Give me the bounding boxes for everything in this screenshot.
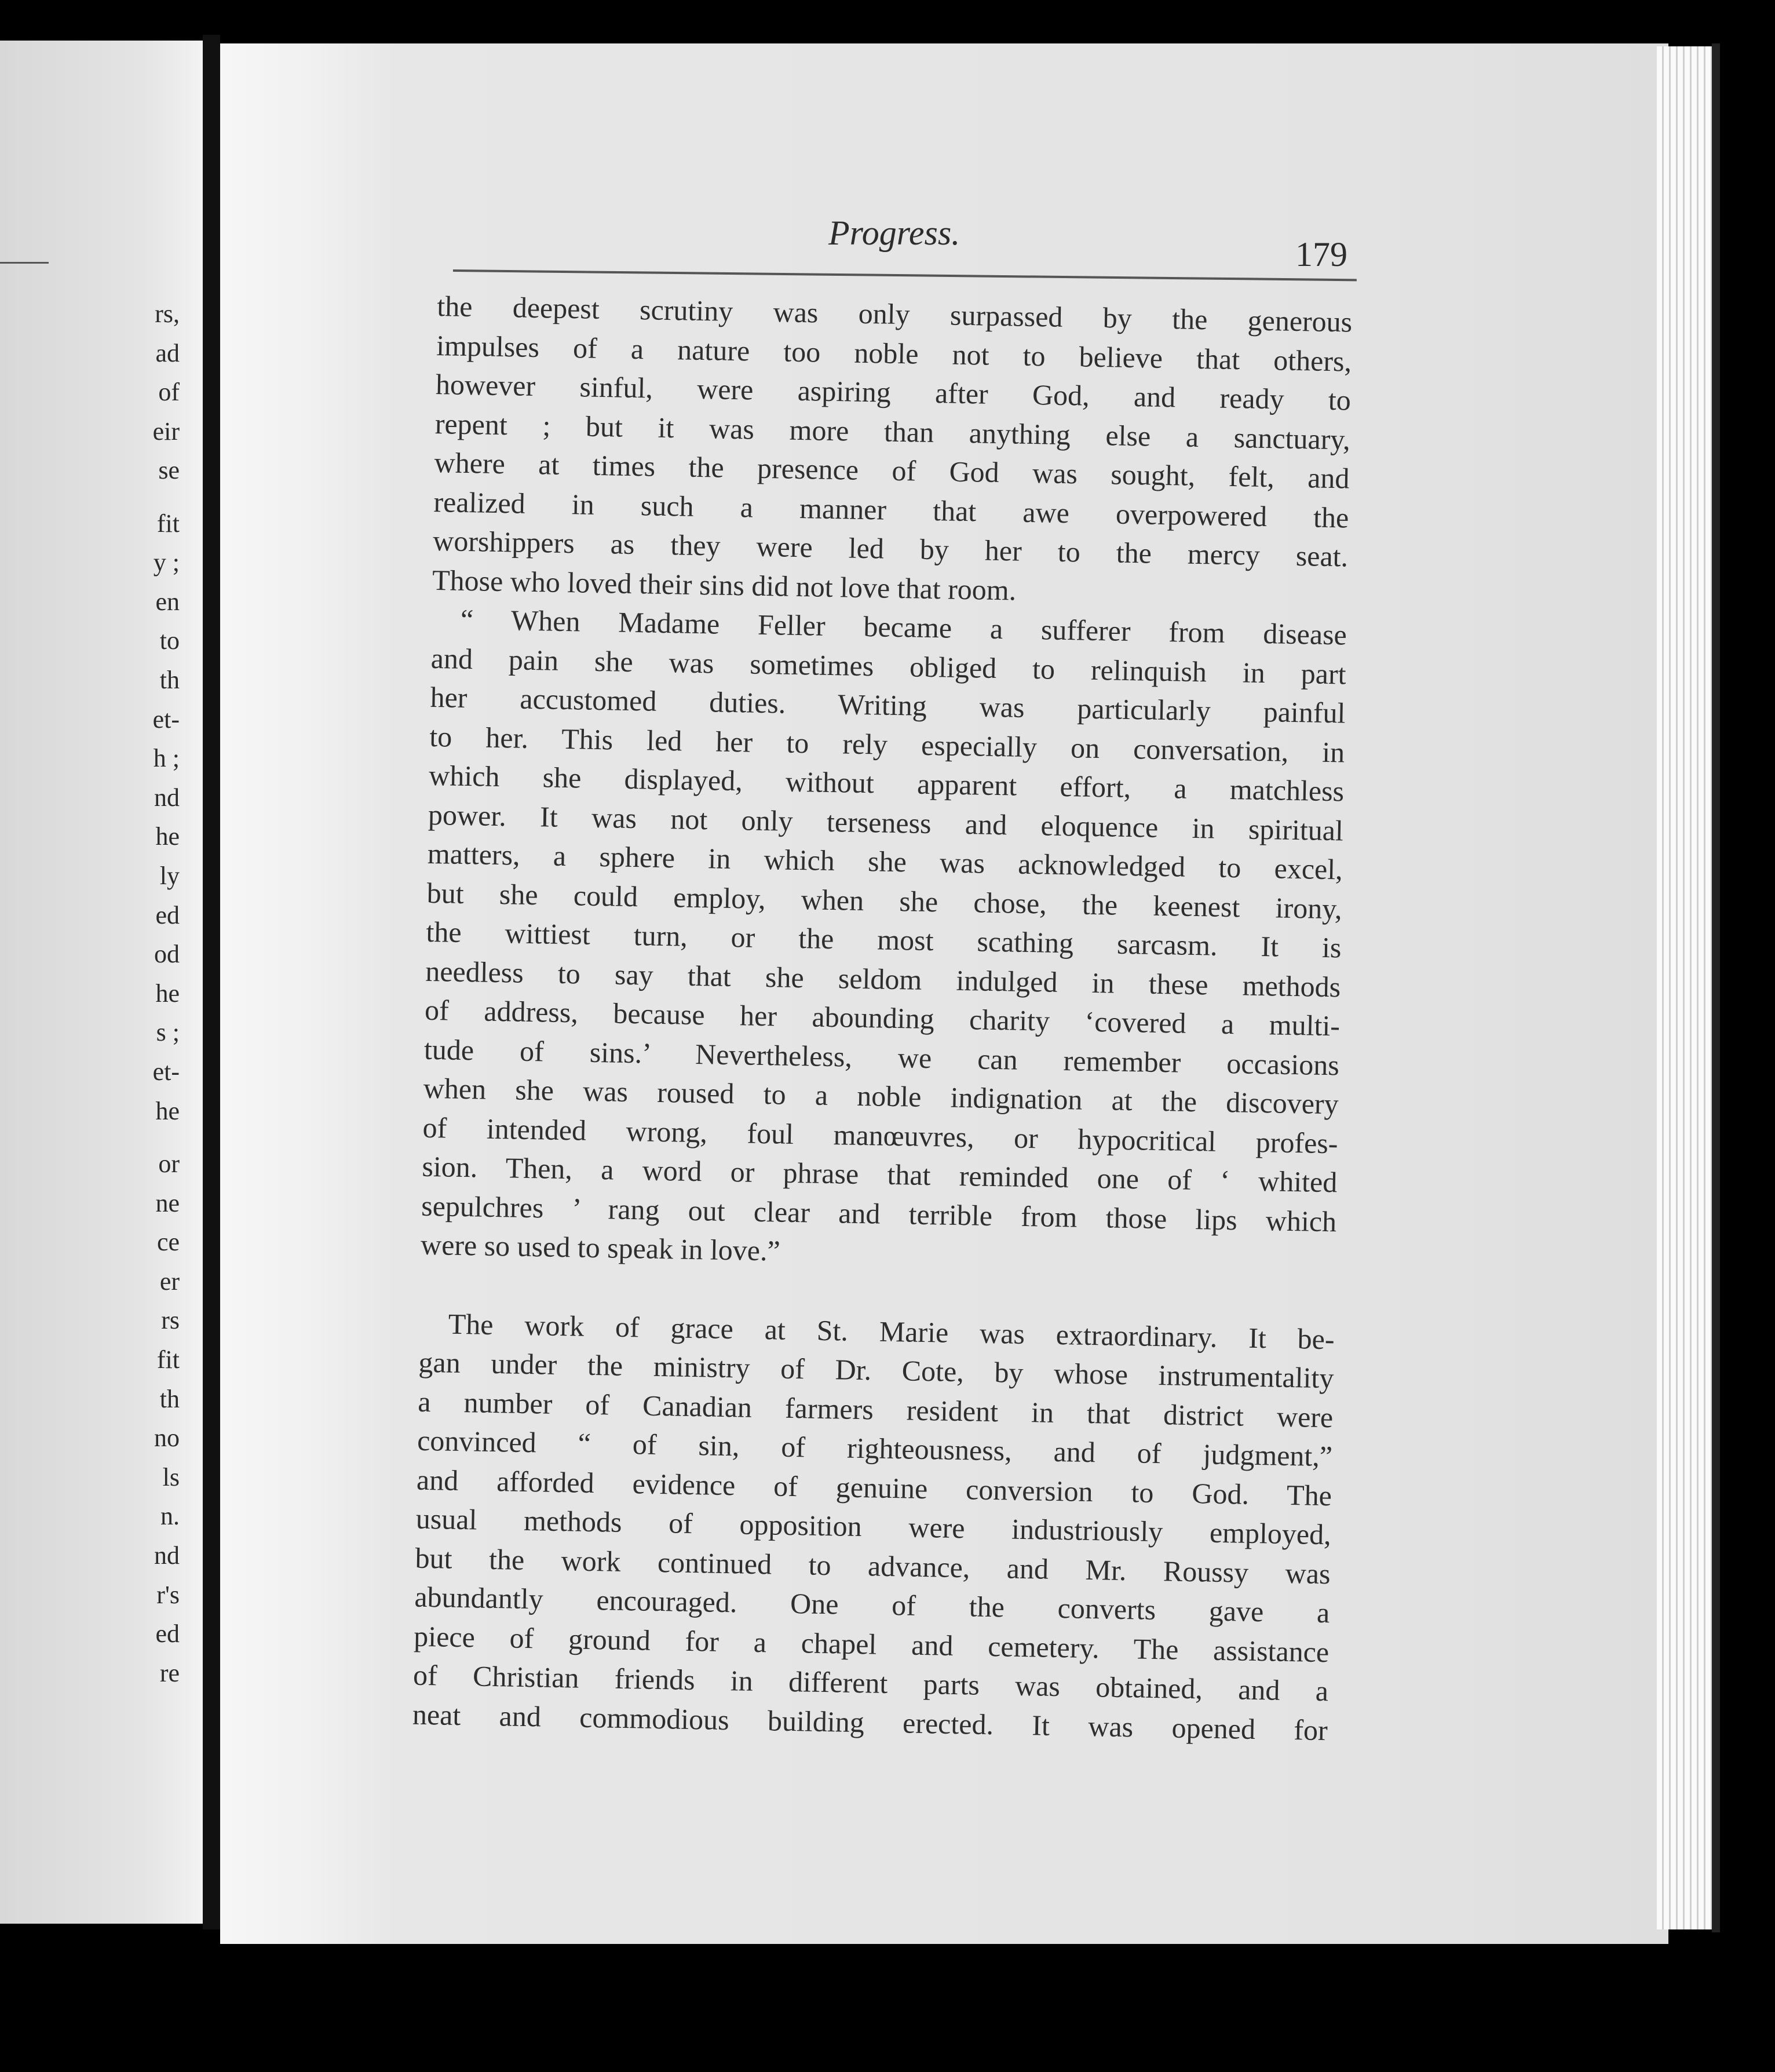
previous-page-fragment: ly bbox=[159, 862, 180, 891]
previous-page-fragment: he bbox=[155, 1096, 180, 1125]
previous-page-fragment: ad bbox=[155, 338, 180, 367]
body-text bbox=[412, 287, 1352, 1750]
previous-page-fragment: fit bbox=[156, 509, 180, 538]
text-line: however sinful, were aspiring after God, and ready to bbox=[435, 367, 1352, 417]
previous-page-fragment: rs, bbox=[155, 300, 180, 328]
text-line: abundantly encouraged. One of the converts gave a bbox=[414, 1580, 1330, 1629]
text-line: tude of sins.’ Nevertheless, we can remember occasions bbox=[423, 1033, 1340, 1081]
text-line: gan under the ministry of Dr. Cote, by whose instrumentality bbox=[418, 1345, 1334, 1395]
paragraph-1 bbox=[432, 287, 1353, 615]
previous-page-edge bbox=[0, 41, 203, 1924]
text-line: a number of Canadian farmers resident in that district were bbox=[417, 1385, 1334, 1433]
book-gutter bbox=[203, 35, 220, 1929]
text-line: realized in such a manner that awe overpowered the bbox=[433, 485, 1349, 534]
previous-page-fragment: od bbox=[154, 940, 180, 969]
text-line: of intended wrong, foul manœuvres, or hypocritical profes- bbox=[422, 1111, 1338, 1159]
text-line: Those who loved their sins did not love that room. bbox=[432, 563, 1017, 607]
previous-page-fragment: ce bbox=[156, 1228, 180, 1257]
previous-page-fragment: nd bbox=[154, 783, 180, 812]
text-line: the deepest scrutiny was only surpassed by the generous bbox=[436, 289, 1353, 338]
previous-page-fragment: y ; bbox=[153, 548, 180, 577]
previous-page-fragment: he bbox=[155, 979, 180, 1008]
previous-page-fragment: se bbox=[158, 456, 180, 485]
text-line: where at times the presence of God was sought, felt, and bbox=[434, 446, 1350, 495]
text-line: but the work continued to advance, and Mr. Roussy was bbox=[415, 1541, 1331, 1590]
text-line: of address, because her abounding charity ‘covered a multi- bbox=[424, 993, 1341, 1042]
text-line: The work of grace at St. Marie was extraordinary. It be- bbox=[448, 1307, 1335, 1355]
text-line: her accustomed duties. Writing was particularly painful bbox=[430, 680, 1346, 729]
previous-page-fragment: en bbox=[155, 587, 180, 616]
text-line: of Christian friends in different parts was obtained, and a bbox=[412, 1658, 1329, 1708]
previous-page-fragment: ne bbox=[155, 1188, 180, 1217]
previous-page-fragment: no bbox=[154, 1424, 180, 1453]
paragraph-3 bbox=[412, 1304, 1335, 1750]
text-line: when she was roused to a noble indignation at the discovery bbox=[423, 1071, 1339, 1121]
text-line: to her. This led her to rely especially on conversation, in bbox=[429, 720, 1345, 768]
text-line: but she could employ, when she chose, the keenest irony, bbox=[426, 876, 1343, 925]
previous-page-fragment: to bbox=[159, 626, 180, 655]
previous-page-fragment: r's bbox=[156, 1580, 180, 1609]
previous-page-fragment: ed bbox=[155, 900, 180, 929]
previous-page-fragment: ed bbox=[155, 1619, 180, 1648]
page-number: 179 bbox=[1295, 235, 1347, 273]
text-line: usual methods of opposition were industriously employed, bbox=[415, 1502, 1332, 1551]
text-line: and afforded evidence of genuine conversion to God. The bbox=[416, 1463, 1332, 1512]
previous-page-fragment: er bbox=[159, 1267, 180, 1296]
previous-page-fragment: th bbox=[159, 1384, 180, 1413]
text-line: “ When Madame Feller became a sufferer from disease bbox=[460, 603, 1347, 651]
text-line: were so used to speak in love.” bbox=[420, 1228, 781, 1267]
previous-page-fragment: h ; bbox=[153, 744, 180, 773]
text-line: repent ; but it was more than anything else a sanctuary, bbox=[434, 407, 1351, 456]
text-line: the wittiest turn, or the most scathing sarcasm. It is bbox=[426, 915, 1342, 964]
text-line: worshippers as they were led by her to the mercy seat. bbox=[432, 524, 1349, 573]
previous-page-fragment: or bbox=[158, 1149, 180, 1178]
paragraph-2 bbox=[421, 600, 1347, 1281]
previous-page-fragment: et- bbox=[152, 705, 180, 734]
previous-page-fragment: nd bbox=[154, 1541, 180, 1570]
book-cover-edge bbox=[1712, 43, 1720, 1932]
text-line: impulses of a nature too noble not to believe that others, bbox=[436, 329, 1352, 378]
previous-page-fragment: eir bbox=[152, 417, 180, 446]
running-title: Progress. bbox=[828, 214, 960, 252]
previous-page-fragment: n. bbox=[160, 1502, 180, 1531]
previous-page-fragment: th bbox=[159, 666, 180, 695]
previous-page-fragment: et- bbox=[152, 1057, 180, 1086]
text-line: sion. Then, a word or phrase that reminded one of ‘ whited bbox=[422, 1150, 1338, 1199]
previous-page-fragment: ls bbox=[162, 1462, 180, 1491]
text-line: piece of ground for a chapel and cemetery. The assistance bbox=[413, 1619, 1330, 1668]
previous-page-fragment: s ; bbox=[156, 1018, 180, 1047]
text-line: neat and commodious building erected. It was opened for bbox=[412, 1698, 1328, 1746]
previous-page-fragment: rs bbox=[161, 1306, 180, 1335]
previous-page-fragment: of bbox=[158, 378, 180, 407]
previous-page-fragment: fit bbox=[156, 1345, 180, 1374]
text-line: power. It was not only terseness and eloquence in spiritual bbox=[428, 798, 1344, 847]
text-line: needless to say that she seldom indulged in these methods bbox=[425, 954, 1341, 1003]
previous-page-header-rule bbox=[0, 262, 49, 264]
text-line: and pain she was sometimes obliged to relinquish in part bbox=[430, 641, 1347, 690]
text-line: which she displayed, without apparent effort, a matchless bbox=[428, 758, 1345, 808]
page-stack-edges bbox=[1657, 46, 1715, 1929]
text-line: convinced “ of sin, of righteousness, and of judgment,” bbox=[417, 1424, 1333, 1473]
text-line: sepulchres ’ rang out clear and terrible from those lips which bbox=[421, 1189, 1337, 1238]
previous-page-fragment: he bbox=[155, 822, 180, 851]
previous-page-fragment: re bbox=[159, 1658, 180, 1687]
text-line: matters, a sphere in which she was acknowledged to excel, bbox=[427, 837, 1343, 886]
